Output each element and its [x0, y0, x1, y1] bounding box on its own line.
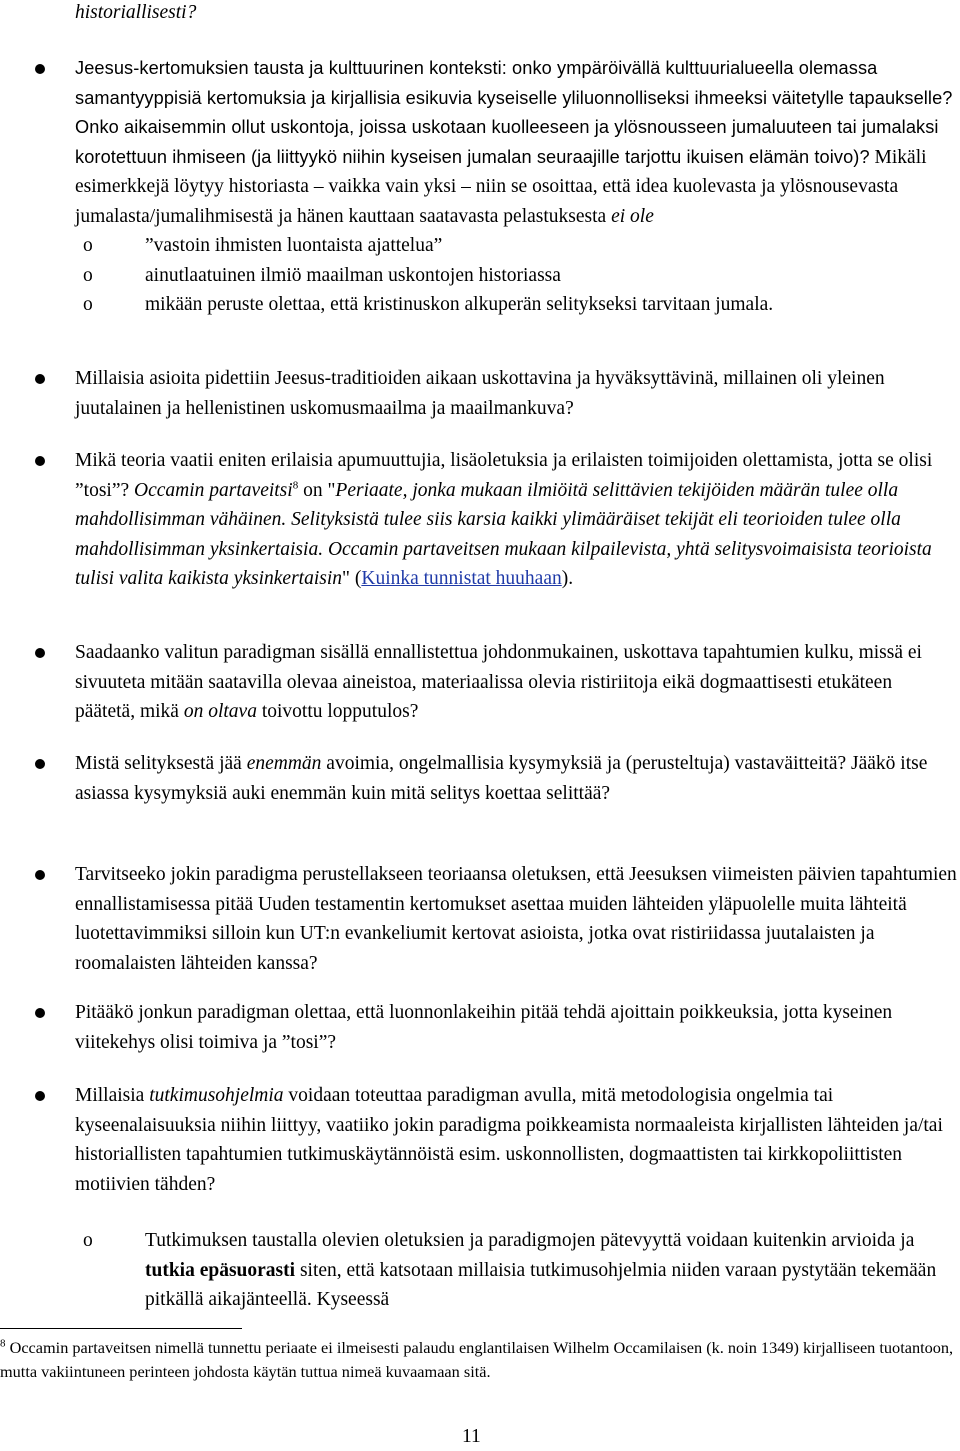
bullet-item: [75, 54, 957, 320]
sub-list: [75, 1226, 957, 1315]
bullet-text: Mikä teoria vaatii eniten erilaisia apumuuttujia, lisäoletuksia ja erilaisten toimijoiden olettamista, jotta se olisi ”tosi”? Occamin partaveitsi$^8$ on "Periaate, jonka mukaan ilmiöitä selittävien tekijöiden määrän tulee olla mahdollisimman vähäinen. Selityksistä tulee siis karsia kaikki ylimääräiset tekijät eli teorioiden tulee olla mahdollisimman yksinkertaisia. Occamin partaveitsen mukaan kilpailevista, yhtä selitysvoimaisista teorioista tulisi valita kaikista yksinkertaisin" (Kuinka tunnistat huuhaan).: [75, 450, 933, 589]
footnote-ref[interactable]: 8: [292, 479, 299, 491]
bullet-dot-icon: [35, 1008, 45, 1018]
sub-bullet-icon: o: [83, 235, 93, 256]
sub-list: [75, 231, 957, 320]
bullet-item: [75, 446, 957, 594]
bullet-text: Millaisia asioita pidettiin Jeesus-traditioiden aikaan uskottavina ja hyväksyttävinä, millainen oli yleinen juutalainen ja hellenistinen uskomusmaailma ja maailmankuva?: [75, 368, 885, 419]
bullet-text: Millaisia tutkimusohjelmia voidaan toteuttaa paradigman avulla, mitä metodologisia ongelmia tai kyseenalaisuuksia niihin liittyy, vaatiiko jokin paradigma poikkeamista normaaleista kirjallisten lähteiden ja/tai historiallisten tapahtumien tutkimuskäytännöistä esim. uskonnollisten, dogmaattisten tai kirkkopoliittisten motiivien tähden?: [75, 1085, 943, 1195]
sub-bullet-icon: o: [83, 1230, 93, 1251]
bullet-dot-icon: [35, 456, 45, 466]
footnote: $^8$ Occamin partaveitsen nimellä tunnettu periaate ei ilmeisesti palaudu englantilaisen Wilhelm Occamilaisen (k. noin 1349) kirjalliseen tuotantoon, mutta vakiintuneen perinteen johdosta käytän tuttua nimeä kuvaamaan sitä.: [0, 1337, 954, 1381]
bullet-item: [75, 860, 957, 978]
sub-list-item: o mikään peruste olettaa, että kristinuskon alkuperän selitykseksi tarvitaan jumala.: [75, 290, 957, 320]
bullet-dot-icon: [35, 648, 45, 658]
sub-bullet-icon: o: [83, 264, 93, 286]
bullet-dot-icon: [35, 870, 45, 880]
bullet-dot-icon: [35, 1091, 45, 1101]
footnote-marker: 8: [0, 1337, 6, 1350]
page-number: 11: [462, 1426, 481, 1447]
bullet-text: Mistä selityksestä jää enemmän avoimia, ongelmallisia kysymyksiä ja (perusteltuja) vastaväitteitä? Jääkö itse asiassa kysymyksiä auki enemmän kuin mitä selitys koettaa selittää?: [75, 753, 928, 804]
bullet-item: [75, 998, 957, 1057]
bullet-text: Tarvitseeko jokin paradigma perustellakseen teoriaansa oletuksen, että Jeesuksen viimeisten päivien tapahtumien ennallistamisessa pitää Uuden testamentin kertomukset asettaa muiden lähteiden yläpuolelle muita lähteitä luotettavimmiksi silloin kun UT:n evankeliumit kertovat asioista, jotka ovat ristiriidassa juutalaisten ja roomalaisten lähteiden kanssa?: [75, 864, 957, 974]
sub-bullet-icon: o: [83, 294, 93, 315]
bullet-text: Jeesus-kertomuksien tausta ja kulttuurinen konteksti: onko ympäröivällä kulttuurialueella olemassa samantyyppisiä kertomuksia ja kirjallisia esikuvia kyseiselle yliluonnolliseksi ihmeeksi väitetylle tapaukselle? Onko aikaisemmin ollut uskontoja, joissa uskotaan kuolleeseen ja ylösnousseen jumaluuteen tai jumalaksi korotettuun ihmiseen (ja liittyykö niihin kyseisen jumalan seuraajille tarjottu ikuisen elämän toivo)? Mikäli esimerkkejä löytyy historiasta – vaikka vain yksi – niin se osoittaa, että idea kuolevasta ja ylösnousevasta jumalasta/jumalihmisestä ja hänen kauttaan saatavasta pelastuksesta ei ole: [75, 58, 953, 227]
bullet-item: [75, 638, 957, 727]
bullet-item: [75, 364, 957, 423]
sub-list-item: o ainutlaatuinen ilmiö maailman uskontojen historiassa: [75, 261, 957, 291]
bullet-item: [75, 749, 957, 808]
bullet-dot-icon: [35, 759, 45, 769]
huuhaa-link[interactable]: Kuinka tunnistat huuhaan: [361, 568, 562, 589]
bullet-dot-icon: [35, 374, 45, 384]
bullet-item: [75, 1081, 957, 1315]
bullet-dot-icon: [35, 64, 45, 74]
bullet-text: Saadaanko valitun paradigman sisällä ennallistettua johdonmukainen, uskottava tapahtumien kulku, missä ei sivuuteta mitään saatavilla olevaa aineistoa, materiaalissa olevia ristiriitoja eikä dogmaattisesti etukäteen päätetä, mikä on oltava toivottu lopputulos?: [75, 642, 922, 722]
sub-list-item: o ”vastoin ihmisten luontaista ajattelua”: [75, 231, 957, 261]
continued-line: historiallisesti?: [75, 2, 197, 23]
footnote-divider: [0, 1328, 242, 1329]
bullet-text: Pitääkö jonkun paradigman olettaa, että luonnonlakeihin pitää tehdä ajoittain poikkeuksia, jotta kyseinen viitekehys olisi toimiva ja ”tosi”?: [75, 1002, 893, 1053]
sub-list-item: o Tutkimuksen taustalla olevien oletuksien ja paradigmojen pätevyyttä voidaan kuitenkin arvioida ja tutkia epäsuorasti siten, että katsotaan millaisia tutkimusohjelmia niiden varaan pystytään tekemään pitkällä aikajänteellä. Kyseessä: [75, 1226, 957, 1315]
